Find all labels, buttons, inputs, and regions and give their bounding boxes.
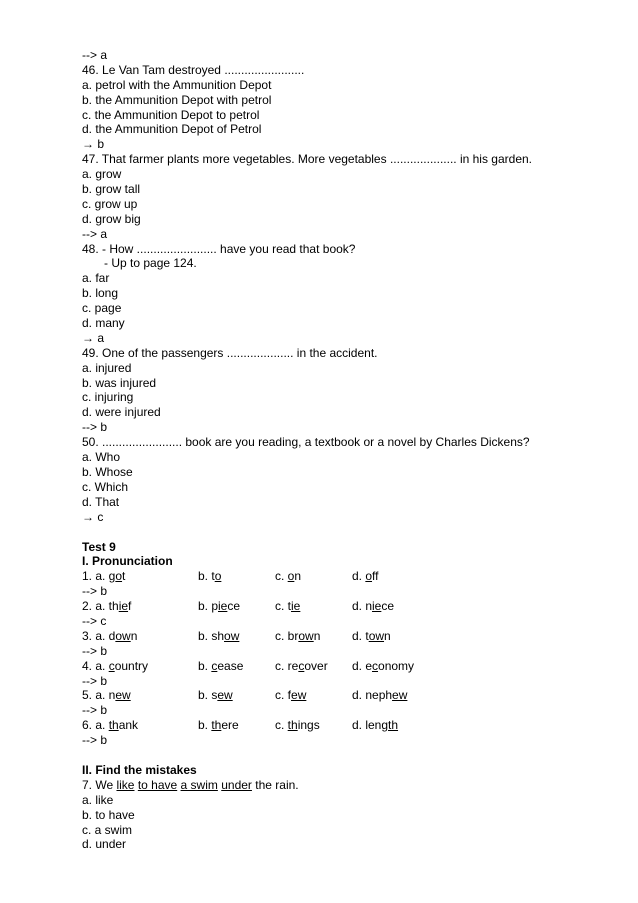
underlined-sound: ew — [392, 688, 408, 703]
block1-line: b. grow tall — [82, 182, 141, 197]
underlined-sound: ow — [298, 628, 314, 643]
pronunciation-option: 5. a. new — [82, 688, 131, 703]
pronunciation-option: 2. a. thief — [82, 599, 132, 614]
pronunciation-option: d. length — [352, 718, 399, 733]
answer-line: --> b — [82, 643, 108, 658]
document-page — [82, 48, 602, 852]
underlined-sound: c — [298, 658, 305, 673]
block1-line: 47. That farmer plants more vegetables. More vegetables .................... in his garden. — [82, 152, 532, 167]
question-7 — [82, 778, 602, 793]
option-line: b. to have — [82, 807, 135, 822]
pronunciation-option: b. there — [198, 718, 239, 733]
underlined-phrase: a swim — [180, 777, 218, 792]
answer-line: --> b — [82, 673, 108, 688]
underlined-sound: th — [211, 718, 222, 733]
pronunciation-row — [82, 629, 602, 644]
sentence-text: the rain. — [251, 777, 299, 792]
pronunciation-option: b. sew — [198, 688, 233, 703]
pronunciation-option: b. cease — [198, 658, 244, 673]
pronunciation-option: c. things — [275, 718, 320, 733]
block2-line: b. Whose — [82, 464, 133, 479]
pronunciation-option: d. niece — [352, 599, 395, 614]
underlined-phrase: under — [221, 777, 252, 792]
block2-line: c. page — [82, 301, 122, 316]
block1-line: d. grow big — [82, 211, 141, 226]
pronunciation-option: c. on — [275, 569, 302, 584]
underlined-sound: ie — [118, 599, 129, 614]
test-title: Test 9 — [82, 539, 116, 554]
block1-line: a. grow — [82, 167, 122, 182]
underlined-sound: ow — [224, 628, 240, 643]
block1-line: a. petrol with the Ammunition Depot — [82, 77, 272, 92]
pronunciation-row — [82, 599, 602, 614]
underlined-sound: o — [365, 569, 373, 584]
block1-line: 48. - How ........................ have you read that book? — [82, 241, 356, 256]
pronunciation-option: 1. a. got — [82, 569, 126, 584]
block2-line: --> b — [82, 420, 108, 435]
question-7-options — [82, 793, 602, 853]
underlined-sound: ie — [291, 599, 301, 614]
underlined-phrase: to have — [137, 777, 178, 792]
pronunciation-option: 6. a. thank — [82, 718, 139, 733]
pronunciation-row — [82, 659, 602, 674]
underlined-sound: th — [108, 718, 119, 733]
block1-line: c. the Ammunition Depot to petrol — [82, 107, 260, 122]
answer-line: --> c — [82, 613, 107, 628]
block2-line: b. was injured — [82, 375, 157, 390]
underlined-sound: th — [287, 718, 298, 733]
block1-line: → b — [82, 137, 105, 152]
block1-line: --> a — [82, 226, 108, 241]
underlined-sound: ew — [217, 688, 233, 703]
block2-line: → a — [82, 330, 105, 345]
pronunciation-option: d. town — [352, 628, 391, 643]
underlined-sound: o — [214, 569, 222, 584]
pronunciation-option: b. to — [198, 569, 222, 584]
underlined-sound: th — [388, 718, 399, 733]
underlined-sound: o — [287, 569, 295, 584]
block1-line: d. the Ammunition Depot of Petrol — [82, 122, 262, 137]
block1-line: b. the Ammunition Depot with petrol — [82, 92, 272, 107]
spacer — [82, 748, 602, 763]
block2-line: a. injured — [82, 360, 132, 375]
block2-line: d. many — [82, 316, 125, 331]
sentence-text: 7. We — [82, 777, 117, 792]
block2-line: c. Which — [82, 479, 129, 494]
underlined-sound: ew — [115, 688, 131, 703]
pronunciation-option: b. piece — [198, 599, 241, 614]
pronunciation-option: 3. a. down — [82, 628, 138, 643]
option-line: a. like — [82, 792, 114, 807]
underlined-sound: c — [211, 658, 218, 673]
underlined-sound: ie — [372, 599, 382, 614]
block2-line: a. far — [82, 271, 110, 286]
underlined-phrase: like — [116, 777, 135, 792]
block1-line: 46. Le Van Tam destroyed ........................ — [82, 62, 305, 77]
pronunciation-option: d. nephew — [352, 688, 408, 703]
pronunciation-table — [82, 569, 602, 748]
pronunciation-option: b. show — [198, 628, 240, 643]
underlined-sound: o — [115, 569, 123, 584]
pronunciation-option: c. brown — [275, 628, 321, 643]
pronunciation-option: 4. a. country — [82, 658, 149, 673]
block2-line: c. injuring — [82, 390, 134, 405]
underlined-sound: ow — [368, 628, 385, 643]
section-mistakes-title: II. Find the mistakes — [82, 762, 197, 777]
pronunciation-option: d. off — [352, 569, 379, 584]
pronunciation-option: c. recover — [275, 658, 328, 673]
section-pronunciation-title: I. Pronunciation — [82, 554, 173, 569]
pronunciation-row — [82, 569, 602, 584]
questions-48-50 — [82, 271, 602, 524]
question-48-reply: - Up to page 124. — [104, 256, 197, 271]
block1-line: c. grow up — [82, 196, 138, 211]
pronunciation-option: c. few — [275, 688, 307, 703]
option-line: d. under — [82, 837, 127, 852]
underlined-sound: c — [108, 658, 115, 673]
answer-line: --> b — [82, 703, 108, 718]
block1-line: --> a — [82, 48, 108, 62]
block2-line: b. long — [82, 286, 119, 301]
underlined-sound: ew — [291, 688, 307, 703]
pronunciation-row — [82, 718, 602, 733]
underlined-sound: c — [372, 658, 379, 673]
block2-line: 49. One of the passengers .................... in the accident. — [82, 345, 378, 360]
pronunciation-row — [82, 688, 602, 703]
underlined-sound: ie — [218, 599, 228, 614]
option-line: c. a swim — [82, 822, 133, 837]
pronunciation-option: d. economy — [352, 658, 415, 673]
block2-line: d. were injured — [82, 405, 161, 420]
block2-line: → c — [82, 509, 104, 524]
block2-line: d. That — [82, 494, 120, 509]
pronunciation-option: c. tie — [275, 599, 301, 614]
block2-line: a. Who — [82, 450, 121, 465]
questions-46-48 — [82, 48, 602, 256]
block2-line: 50. ........................ book are you reading, a textbook or a novel by Charles Dickens? — [82, 435, 530, 450]
underlined-sound: ow — [115, 628, 131, 643]
answer-line: --> b — [82, 584, 108, 599]
spacer — [82, 525, 602, 540]
answer-line: --> b — [82, 733, 108, 748]
